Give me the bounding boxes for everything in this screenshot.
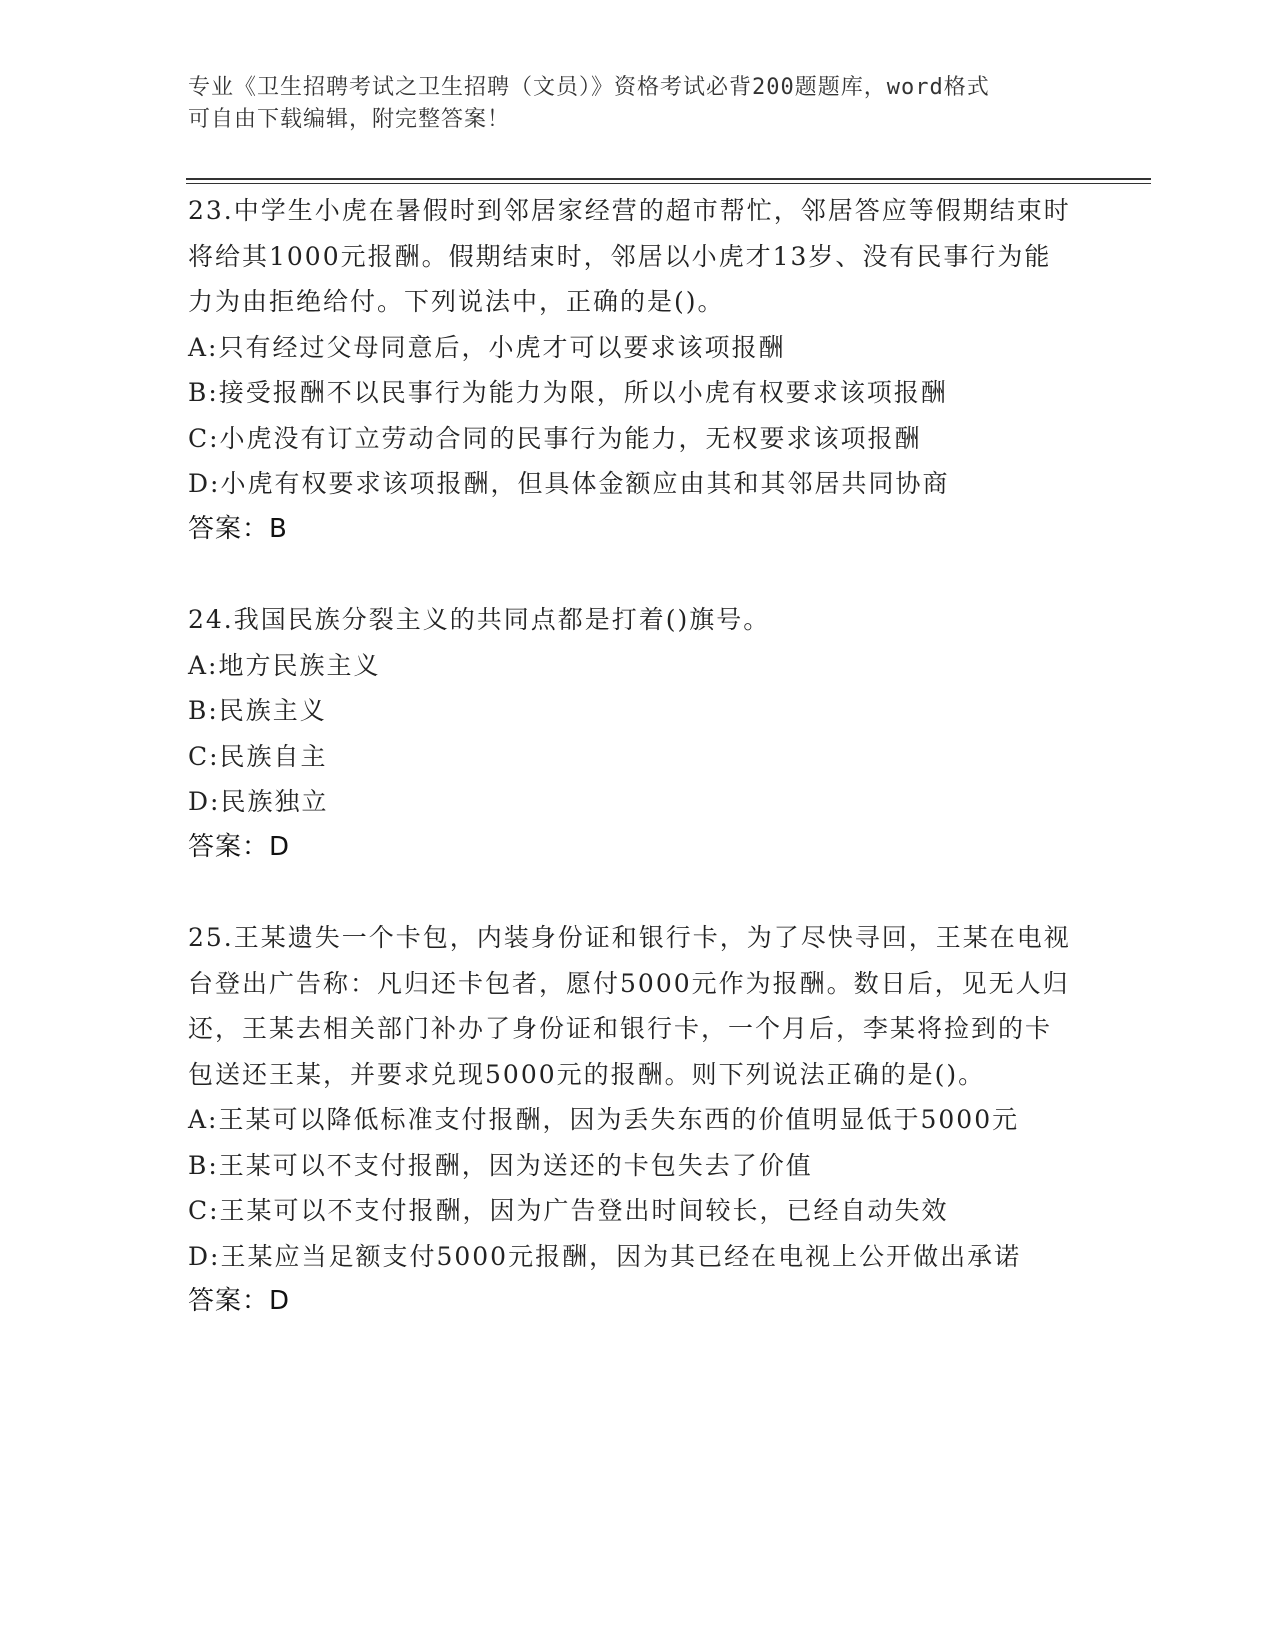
- header-line-1: 专业《卫生招聘考试之卫生招聘（文员）》资格考试必背200题题库，word格式: [188, 75, 990, 100]
- question-text: 24.我国民族分裂主义的共同点都是打着()旗号。: [188, 605, 771, 634]
- option-a: A:王某可以降低标准支付报酬，因为丢失东西的价值明显低于5000元: [188, 1105, 1020, 1134]
- option-b: B:接受报酬不以民事行为能力为限，所以小虎有权要求该项报酬: [188, 378, 948, 407]
- option-c: C:民族自主: [188, 741, 328, 771]
- option-c: C:王某可以不支付报酬，因为广告登出时间较长，已经自动失效: [188, 1196, 949, 1225]
- question-text: 25.王某遗失一个卡包，内装身份证和银行卡，为了尽快寻回，王某在电视台登出广告称：凡归还卡包者，愿付5000元作为报酬。数日后，见无人归还，王某去相关部门补办了身份证和银行卡，一个月后，李某将捡到的卡包送还王某，并要求兑现5000元的报酬。则下列说法正确的是()。: [188, 923, 1071, 1089]
- option-a: A:只有经过父母同意后，小虎才可以要求该项报酬: [188, 332, 786, 362]
- option-b: B:民族主义: [188, 696, 327, 725]
- question-text: 23.中学生小虎在暑假时到邻居家经营的超市帮忙，邻居答应等假期结束时将给其1000元报酬。假期结束时，邻居以小虎才13岁、没有民事行为能力为由拒绝给付。下列说法中，正确的是()。: [188, 196, 1071, 316]
- option-b: B:王某可以不支付报酬，因为送还的卡包失去了价值: [188, 1150, 813, 1180]
- header-divider-thin: [186, 183, 1151, 184]
- question-25: [188, 915, 1078, 1325]
- question-24: [188, 597, 1078, 870]
- question-23: [188, 188, 1078, 552]
- option-d: D:民族独立: [188, 787, 329, 816]
- header-line-2: 可自由下载编辑，附完整答案！: [188, 107, 511, 132]
- option-d: D:小虎有权要求该项报酬，但具体金额应由其和其邻居共同协商: [188, 469, 950, 498]
- header-divider-thick: [186, 178, 1151, 180]
- document-header: [188, 72, 1088, 136]
- answer: 答案：B: [188, 513, 288, 544]
- answer: 答案：D: [188, 1286, 291, 1316]
- option-a: A:地方民族主义: [188, 650, 381, 680]
- option-c: C:小虎没有订立劳动合同的民事行为能力，无权要求该项报酬: [188, 423, 922, 453]
- option-d: D:王某应当足额支付5000元报酬，因为其已经在电视上公开做出承诺: [188, 1241, 1022, 1271]
- answer: 答案：D: [188, 831, 291, 862]
